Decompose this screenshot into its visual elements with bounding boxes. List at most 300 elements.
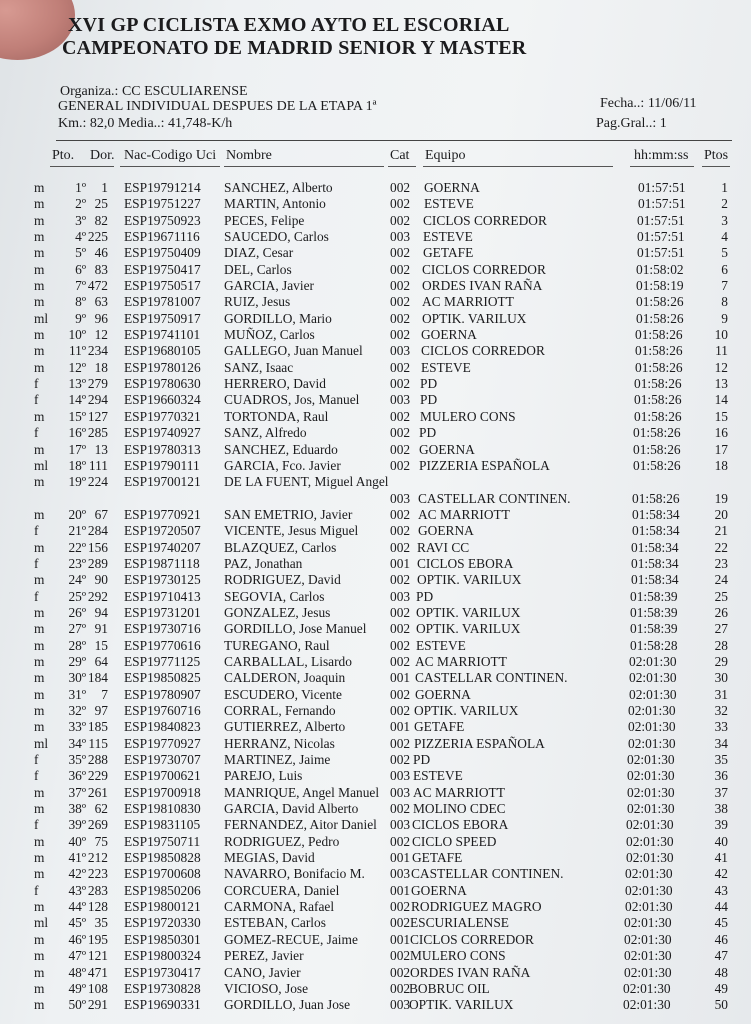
table-row — [0, 425, 751, 441]
team-name: AC MARRIOTT — [413, 784, 505, 800]
rider-category: f — [34, 555, 39, 571]
bib-number: 212 — [87, 850, 108, 866]
finish-time: 01:58:26 — [634, 376, 682, 392]
bib-number: 229 — [87, 768, 108, 784]
position: 40º — [68, 833, 86, 849]
table-row — [0, 245, 751, 261]
bib-number: 63 — [94, 294, 108, 310]
finish-time: 02:01:30 — [625, 899, 673, 915]
rider-name: PAZ, Jonathan — [224, 555, 303, 571]
table-row — [0, 948, 751, 964]
points: 37 — [714, 784, 728, 800]
table-row — [0, 621, 751, 637]
team-name: OPTIK. VARILUX — [416, 604, 521, 620]
position: 11º — [68, 343, 86, 359]
finish-time: 01:58:26 — [636, 310, 684, 326]
points: 46 — [714, 931, 728, 947]
rider-category: m — [34, 245, 45, 261]
finish-time: 02:01:30 — [627, 768, 675, 784]
position: 41º — [68, 850, 86, 866]
team-name: ORDES IVAN RAÑA — [410, 964, 531, 980]
rider-category: m — [34, 196, 45, 212]
points: 39 — [714, 817, 728, 833]
table-row — [0, 801, 751, 817]
rider-category: f — [34, 882, 39, 898]
uci-code: ESP19840823 — [124, 719, 201, 735]
rider-name: CORCUERA, Daniel — [224, 882, 340, 898]
finish-time: 02:01:30 — [626, 817, 674, 833]
category-code: 002 — [390, 425, 411, 441]
rider-name: ESTEBAN, Carlos — [224, 915, 326, 931]
date: Fecha..: 11/06/11 — [600, 96, 697, 111]
points: 26 — [714, 604, 728, 620]
team-name: PIZZERIA ESPAÑOLA — [414, 735, 545, 751]
bib-number: 288 — [87, 752, 108, 768]
rider-name: GARCIA, Fco. Javier — [224, 457, 341, 473]
team-name: CICLOS CORREDOR — [422, 261, 546, 277]
rider-name: GORDILLO, Juan Jose — [224, 997, 351, 1013]
category-code: 002 — [390, 833, 411, 849]
category-code: 002 — [390, 212, 411, 228]
bib-number: 111 — [88, 457, 108, 473]
position: 34º — [68, 735, 86, 751]
uci-code: ESP19831105 — [124, 817, 201, 833]
finish-time: 02:01:30 — [628, 735, 676, 751]
uci-code: ESP19771125 — [124, 653, 201, 669]
rider-name: MANRIQUE, Angel Manuel — [224, 784, 380, 800]
finish-time: 01:58:34 — [632, 506, 680, 522]
position: 32º — [68, 703, 86, 718]
uci-code: ESP19781007 — [124, 294, 201, 310]
distance-speed: Km.: 82,0 Media..: 41,748-K/h — [58, 116, 233, 131]
bib-number: 289 — [87, 555, 108, 571]
position: 45º — [68, 915, 86, 931]
category-code: 002 — [390, 899, 411, 915]
rider-name: GALLEGO, Juan Manuel — [224, 343, 363, 359]
bib-number: 13 — [94, 441, 108, 457]
finish-time: 01:58:34 — [631, 555, 679, 571]
points: 17 — [714, 441, 728, 457]
points: 10 — [714, 327, 728, 343]
col-underline — [120, 166, 220, 167]
table-row — [0, 540, 751, 556]
rider-category: m — [34, 784, 45, 800]
position: 2º — [75, 196, 86, 212]
uci-code: ESP19671116 — [124, 229, 200, 245]
rider-category: m — [34, 180, 45, 195]
uci-code: ESP19730707 — [124, 752, 201, 768]
finish-time: 02:01:30 — [629, 686, 677, 702]
position: 38º — [68, 801, 86, 817]
position: 30º — [68, 670, 86, 686]
points: 16 — [714, 425, 728, 441]
rider-name: MARTINEZ, Jaime — [224, 752, 331, 768]
uci-code: ESP19751227 — [124, 196, 201, 212]
position: 50º — [68, 997, 86, 1013]
bib-number: 223 — [87, 866, 108, 882]
uci-code: ESP19750923 — [124, 212, 201, 228]
position: 3º — [75, 212, 86, 228]
finish-time: 01:57:51 — [638, 180, 686, 195]
points: 9 — [721, 310, 728, 326]
rider-name: RUIZ, Jesus — [224, 294, 291, 310]
category-code: 002 — [390, 278, 411, 294]
finish-time: 02:01:30 — [626, 850, 674, 866]
category-code: 001 — [390, 670, 411, 686]
table-row — [0, 932, 751, 948]
rider-category: f — [34, 588, 39, 604]
points: 31 — [714, 686, 728, 702]
rider-category: m — [34, 294, 45, 310]
team-name: GOERNA — [411, 882, 467, 898]
rider-name: CORRAL, Fernando — [224, 703, 336, 718]
col-header-cat: Cat — [390, 148, 410, 163]
table-row — [0, 278, 751, 294]
table-row — [0, 589, 751, 605]
category-code: 002 — [390, 506, 411, 522]
category-code: 003 — [390, 343, 411, 359]
points: 6 — [721, 261, 728, 277]
bib-number: 284 — [87, 523, 108, 539]
rider-name: CARMONA, Rafael — [224, 899, 335, 915]
table-row — [0, 899, 751, 915]
rider-name: PAREJO, Luis — [224, 768, 303, 784]
team-name: PD — [413, 752, 431, 768]
bib-number: 225 — [87, 229, 108, 245]
rider-category: m — [34, 833, 45, 849]
rider-category: m — [34, 441, 45, 457]
points: 5 — [721, 245, 728, 261]
team-name: CICLOS CORREDOR — [410, 931, 534, 947]
team-name: OPTIK. VARILUX — [417, 572, 522, 588]
col-underline — [702, 166, 730, 167]
category-code: 003 — [390, 997, 411, 1013]
finish-time: 02:01:30 — [623, 980, 671, 996]
uci-code: ESP19800324 — [124, 948, 201, 964]
bib-number: 108 — [87, 980, 108, 996]
finish-time: 01:57:51 — [638, 196, 686, 212]
position: 5º — [75, 245, 86, 261]
uci-code: ESP19750417 — [124, 261, 201, 277]
rider-name: VICIOSO, Jose — [224, 980, 309, 996]
category-code: 002 — [390, 196, 411, 212]
rider-name: RODRIGUEZ, Pedro — [224, 833, 340, 849]
finish-time: 01:58:26 — [635, 327, 683, 343]
rider-name: SANZ, Alfredo — [224, 425, 307, 441]
table-row — [0, 572, 751, 588]
position: 14º — [68, 392, 86, 408]
position: 26º — [68, 604, 86, 620]
table-row — [0, 556, 751, 572]
points: 36 — [714, 768, 728, 784]
category-code: 003 — [390, 768, 411, 784]
category-code: 003 — [390, 229, 411, 245]
team-name: ESTEVE — [423, 229, 473, 245]
bib-number: 471 — [87, 964, 108, 980]
position: 16º — [68, 425, 86, 441]
rider-name: CALDERON, Joaquin — [224, 670, 346, 686]
rider-category: m — [34, 212, 45, 228]
rider-category: f — [34, 523, 39, 539]
points: 33 — [714, 719, 728, 735]
position: 39º — [68, 817, 86, 833]
position: 35º — [68, 752, 86, 768]
team-name: ESCURIALENSE — [410, 915, 509, 931]
points: 35 — [714, 752, 728, 768]
points: 42 — [714, 866, 728, 882]
team-name: CICLOS CORREDOR — [423, 212, 547, 228]
team-name: OPTIK. VARILUX — [414, 703, 519, 718]
points: 34 — [714, 735, 728, 751]
uci-code: ESP19710413 — [124, 588, 201, 604]
bib-number: 94 — [94, 604, 108, 620]
uci-code: ESP19850825 — [124, 670, 201, 686]
table-row — [0, 997, 751, 1013]
table-row — [0, 638, 751, 654]
points: 24 — [714, 572, 728, 588]
rider-category: m — [34, 866, 45, 882]
finish-time: 02:01:30 — [627, 801, 675, 817]
rider-name: GUTIERREZ, Alberto — [224, 719, 346, 735]
rider-name: GORDILLO, Jose Manuel — [224, 621, 367, 637]
points: 25 — [714, 588, 728, 604]
team-name: AC MARRIOTT — [422, 294, 514, 310]
position: 24º — [68, 572, 86, 588]
finish-time: 01:58:39 — [630, 588, 678, 604]
col-header-dor: Dor. — [90, 148, 115, 163]
uci-code: ESP19760716 — [124, 703, 201, 718]
team-name: AC MARRIOTT — [415, 653, 507, 669]
team-name: RODRIGUEZ MAGRO — [411, 899, 542, 915]
points: 28 — [714, 637, 728, 653]
col-header-tiempo: hh:mm:ss — [634, 148, 689, 163]
points: 13 — [714, 376, 728, 392]
uci-code: ESP19770321 — [124, 408, 201, 424]
team-name: RAVI CC — [417, 539, 470, 555]
finish-time: 02:01:30 — [627, 784, 675, 800]
rider-name: RODRIGUEZ, David — [224, 572, 341, 588]
position: 49º — [68, 980, 86, 996]
table-row — [0, 670, 751, 686]
bib-number: 156 — [87, 539, 108, 555]
uci-code: ESP19770927 — [124, 735, 201, 751]
finish-time: 01:58:26 — [635, 343, 683, 359]
points: 32 — [714, 703, 728, 718]
bib-number: 127 — [87, 408, 108, 424]
category-code: 002 — [390, 310, 411, 326]
position: 23º — [68, 555, 86, 571]
points: 19 — [714, 490, 728, 506]
position: 20º — [68, 506, 86, 522]
position: 29º — [68, 653, 86, 669]
table-row — [0, 442, 751, 458]
rider-name: NAVARRO, Bonifacio M. — [224, 866, 365, 882]
finish-time: 01:57:51 — [637, 212, 685, 228]
team-name: CICLOS CORREDOR — [421, 343, 545, 359]
table-row — [0, 262, 751, 278]
category-code: 002 — [390, 359, 411, 375]
team-name: GETAFE — [414, 719, 465, 735]
rider-category: m — [34, 327, 45, 343]
rider-name: ESCUDERO, Vicente — [224, 686, 342, 702]
table-row — [0, 213, 751, 229]
uci-code: ESP19750409 — [124, 245, 201, 261]
classification-type: GENERAL INDIVIDUAL DESPUES DE LA ETAPA 1ª — [58, 99, 377, 114]
rider-category: m — [34, 719, 45, 735]
bib-number: 115 — [88, 735, 108, 751]
bib-number: 35 — [94, 915, 108, 931]
rider-name: BLAZQUEZ, Carlos — [224, 539, 337, 555]
category-code: 002 — [390, 180, 411, 195]
rider-category: m — [34, 637, 45, 653]
team-name: AC MARRIOTT — [418, 506, 510, 522]
category-code: 002 — [390, 572, 411, 588]
team-name: MULERO CONS — [410, 948, 506, 964]
position: 9º — [75, 310, 86, 326]
team-name: BOBRUC OIL — [409, 980, 490, 996]
points: 21 — [714, 523, 728, 539]
table-row — [0, 752, 751, 768]
team-name: MOLINO CDEC — [413, 801, 506, 817]
finish-time: 02:01:30 — [624, 915, 672, 931]
rider-name: DEL, Carlos — [224, 261, 292, 277]
position: 46º — [68, 931, 86, 947]
col-underline — [630, 166, 694, 167]
table-row — [0, 605, 751, 621]
team-name: ESTEVE — [416, 637, 466, 653]
category-code: 002 — [390, 948, 411, 964]
rider-name: SAN EMETRIO, Javier — [224, 506, 353, 522]
finish-time: 01:58:19 — [636, 278, 684, 294]
table-row — [0, 654, 751, 670]
category-code: 002 — [390, 376, 411, 392]
points: 15 — [714, 408, 728, 424]
rider-category: m — [34, 850, 45, 866]
bib-number: 7 — [101, 686, 108, 702]
finish-time: 02:01:30 — [625, 882, 673, 898]
position: 47º — [68, 948, 86, 964]
uci-code: ESP19780907 — [124, 686, 201, 702]
table-row — [0, 409, 751, 425]
table-row — [0, 965, 751, 981]
rider-category: m — [34, 408, 45, 424]
rider-name: HERRANZ, Nicolas — [224, 735, 335, 751]
team-name: CICLO SPEED — [412, 833, 497, 849]
bib-number: 97 — [94, 703, 108, 718]
rider-category: m — [34, 801, 45, 817]
points: 45 — [714, 915, 728, 931]
category-code: 003 — [390, 784, 411, 800]
category-code: 002 — [390, 653, 411, 669]
points: 3 — [721, 212, 728, 228]
rider-name: TORTONDA, Raul — [224, 408, 329, 424]
table-row — [0, 719, 751, 735]
col-header-equipo: Equipo — [425, 148, 466, 163]
bib-number: 62 — [94, 801, 108, 817]
col-header-uci: Nac-Codigo Uci — [124, 148, 217, 163]
rider-name: GORDILLO, Mario — [224, 310, 332, 326]
points: 4 — [721, 229, 728, 245]
finish-time: 01:58:26 — [634, 392, 682, 408]
category-code: 002 — [390, 801, 411, 817]
rider-name: PEREZ, Javier — [224, 948, 304, 964]
team-name: GOERNA — [418, 523, 474, 539]
rider-category: f — [34, 752, 39, 768]
table-row — [0, 474, 751, 490]
uci-code: ESP19780630 — [124, 376, 201, 392]
team-name: CICLOS EBORA — [412, 817, 509, 833]
table-row — [0, 850, 751, 866]
category-code: 002 — [390, 964, 411, 980]
finish-time: 01:58:39 — [630, 604, 678, 620]
team-name: GOERNA — [421, 327, 477, 343]
rider-category: f — [34, 817, 39, 833]
bib-number: 279 — [87, 376, 108, 392]
points: 23 — [714, 555, 728, 571]
bib-number: 472 — [87, 278, 108, 294]
rider-category: m — [34, 229, 45, 245]
rider-name: GARCIA, Javier — [224, 278, 315, 294]
rider-name: DE LA FUENT, Miguel Angel — [224, 474, 389, 490]
rider-category: m — [34, 653, 45, 669]
uci-code: ESP19700608 — [124, 866, 201, 882]
rider-category: m — [34, 506, 45, 522]
team-name: OPTIK. VARILUX — [422, 310, 527, 326]
bib-number: 292 — [87, 588, 108, 604]
rider-name: VICENTE, Jesus Miguel — [224, 523, 359, 539]
rider-name: FERNANDEZ, Aitor Daniel — [224, 817, 377, 833]
team-name: OPTIK. VARILUX — [416, 621, 521, 637]
table-row — [0, 834, 751, 850]
col-header-nombre: Nombre — [226, 148, 272, 163]
rider-category: m — [34, 621, 45, 637]
team-name: MULERO CONS — [420, 408, 516, 424]
rider-category: m — [34, 899, 45, 915]
points: 50 — [714, 997, 728, 1013]
uci-code: ESP19730125 — [124, 572, 201, 588]
team-name: GETAFE — [423, 245, 474, 261]
uci-code: ESP19700918 — [124, 784, 201, 800]
position: 12º — [68, 359, 86, 375]
table-row — [0, 491, 751, 507]
bib-number: 261 — [87, 784, 108, 800]
finish-time: 02:01:30 — [628, 703, 676, 718]
table-row — [0, 343, 751, 359]
team-name: GOERNA — [415, 686, 471, 702]
position: 36º — [68, 768, 86, 784]
table-row — [0, 196, 751, 212]
rider-category: m — [34, 343, 45, 359]
table-row — [0, 523, 751, 539]
bib-number: 291 — [87, 997, 108, 1013]
category-code: 003 — [390, 490, 411, 506]
finish-time: 02:01:30 — [625, 866, 673, 882]
rider-name: SANCHEZ, Eduardo — [224, 441, 338, 457]
points: 12 — [714, 359, 728, 375]
finish-time: 02:01:30 — [624, 931, 672, 947]
rider-category: m — [34, 572, 45, 588]
bib-number: 25 — [94, 196, 108, 212]
uci-code: ESP19680105 — [124, 343, 201, 359]
rider-category: m — [34, 703, 45, 718]
uci-code: ESP19810830 — [124, 801, 201, 817]
rider-name: GONZALEZ, Jesus — [224, 604, 331, 620]
table-row — [0, 736, 751, 752]
rider-name: CANO, Javier — [224, 964, 301, 980]
team-name: PIZZERIA ESPAÑOLA — [419, 457, 550, 473]
team-name: OPTIK. VARILUX — [409, 997, 514, 1013]
rider-category: m — [34, 686, 45, 702]
